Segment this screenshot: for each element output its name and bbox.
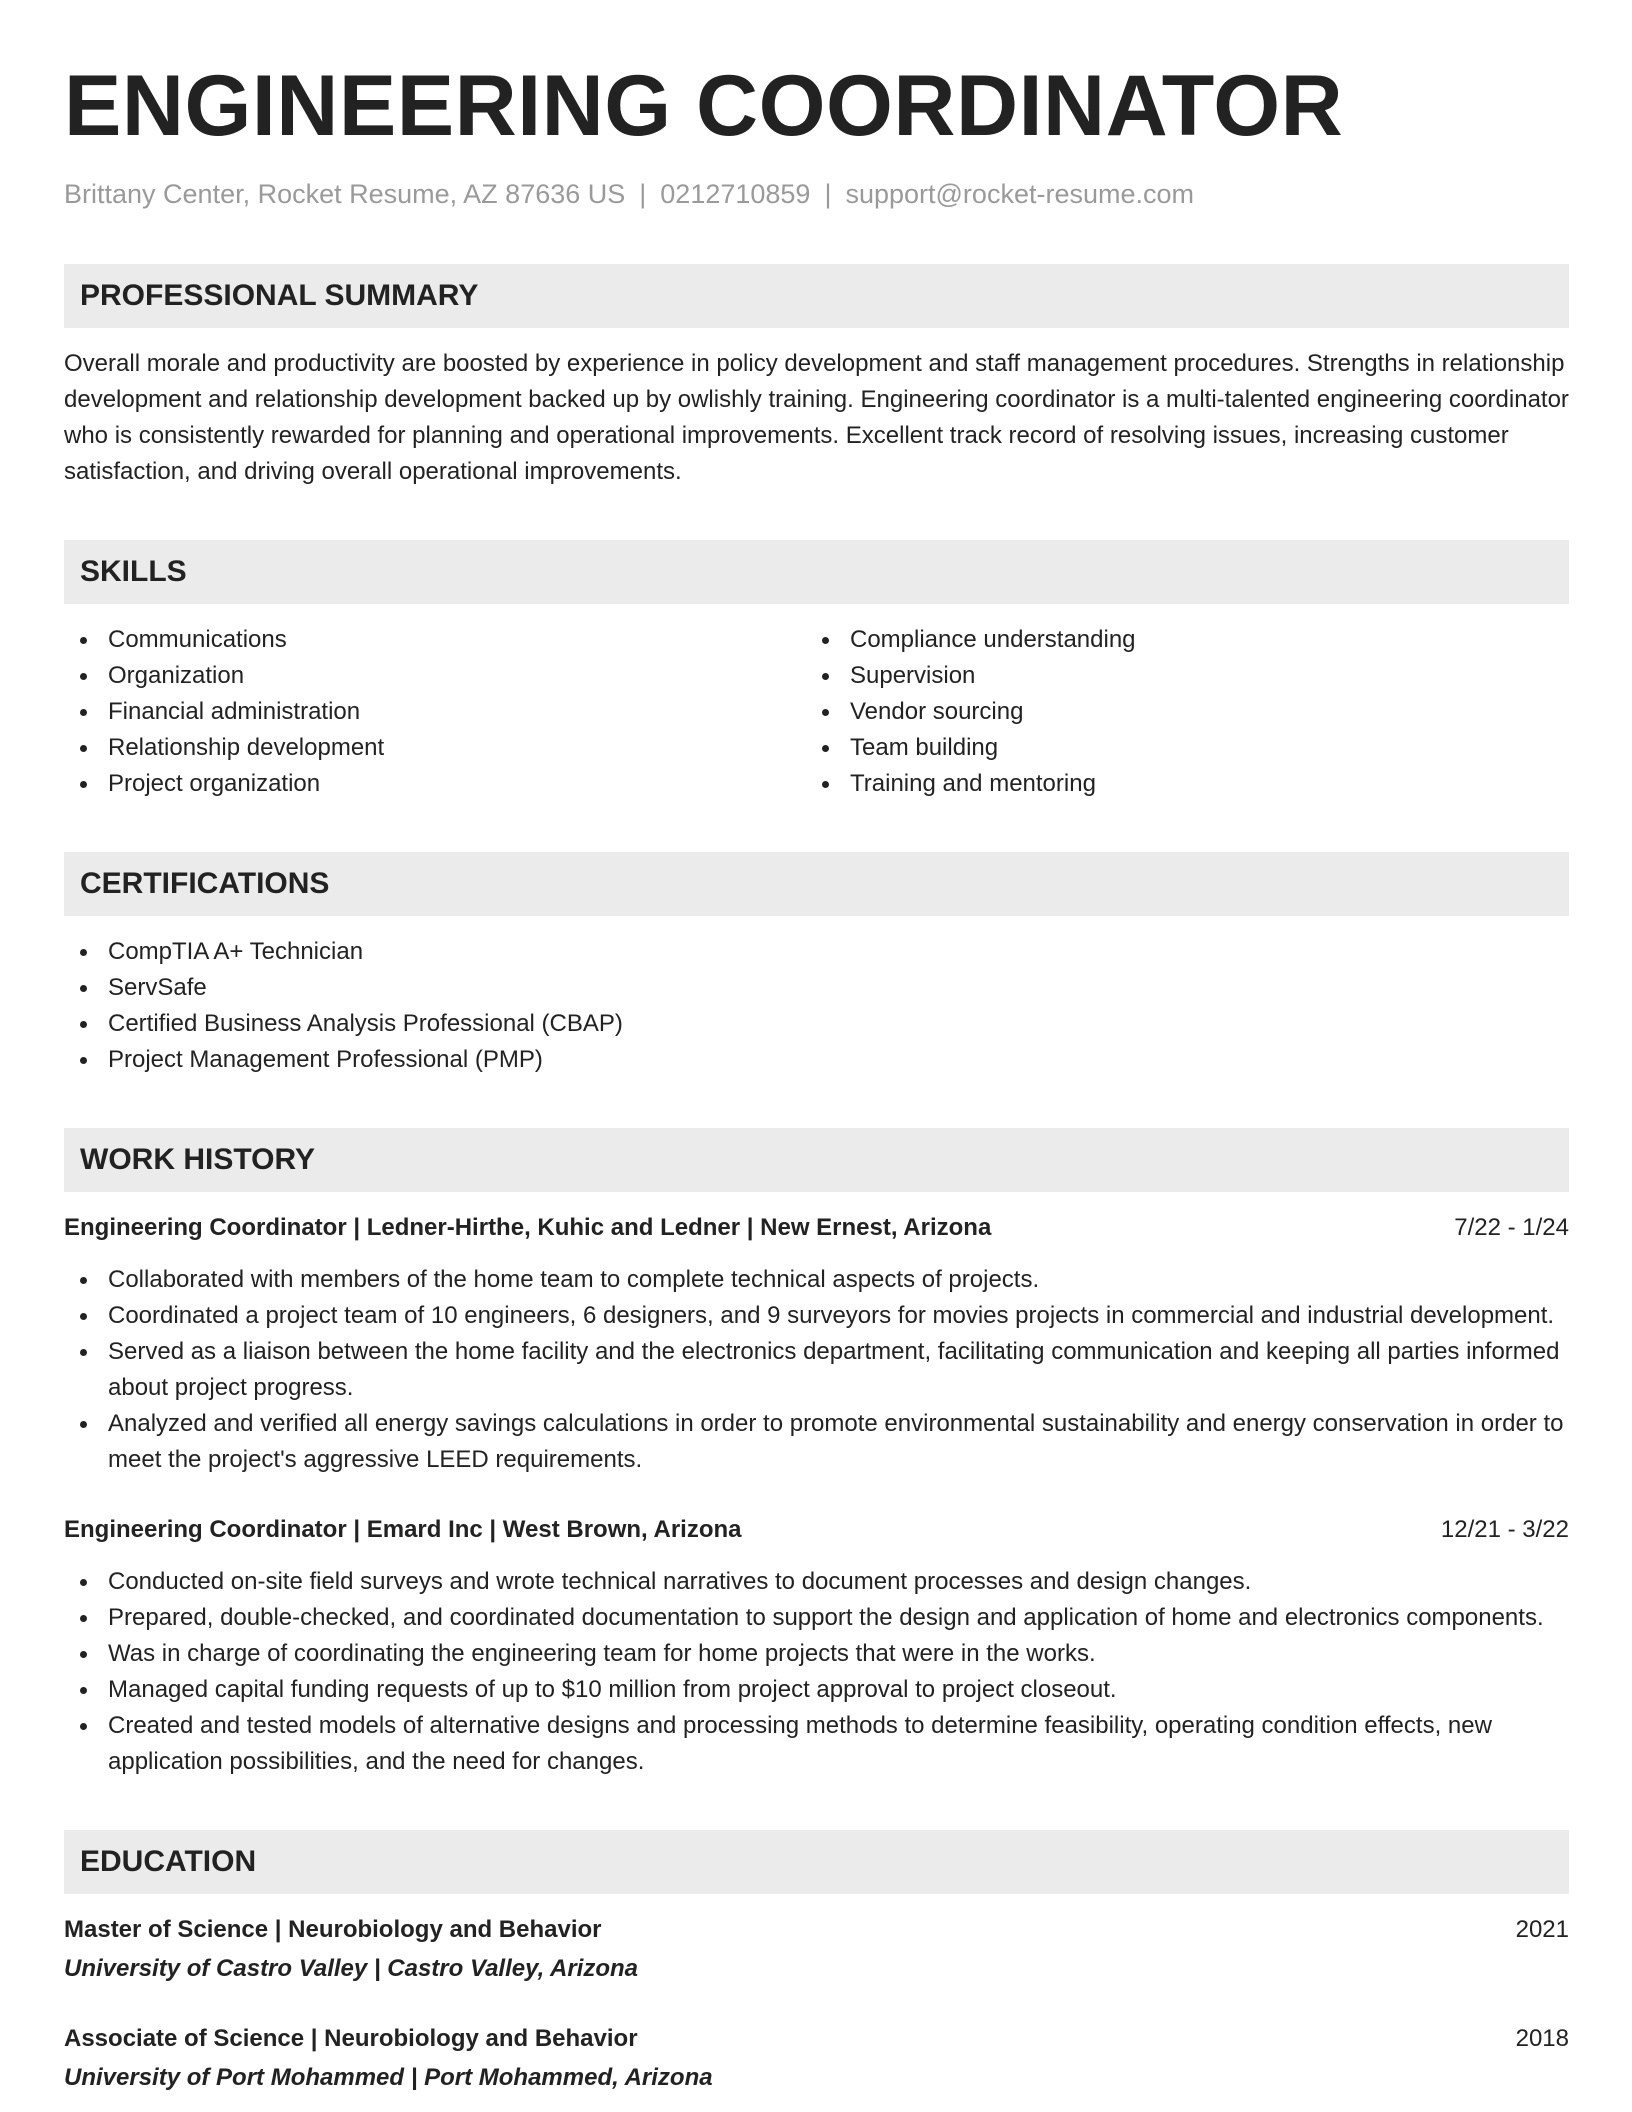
contact-address: Brittany Center, Rocket Resume, AZ 87636 US [64, 179, 626, 209]
skills-column-right [806, 622, 1548, 802]
section-heading-summary: PROFESSIONAL SUMMARY [64, 264, 1569, 328]
job-bullet: Prepared, double-checked, and coordinated documentation to support the design and application of home and electronics components. [64, 1600, 1569, 1636]
contact-phone: 0212710859 [660, 179, 811, 209]
section-heading-education: EDUCATION [64, 1830, 1569, 1894]
job-dates: 7/22 - 1/24 [1454, 1214, 1569, 1241]
certification-item: Certified Business Analysis Professional (CBAP) [64, 1006, 1569, 1042]
job-header [64, 1512, 1569, 1548]
job-bullet: Analyzed and verified all energy savings calculations in order to promote environmental sustainability and energy conservation in order to meet the project's aggressive LEED requirements. [64, 1406, 1569, 1478]
job-bullets [64, 1262, 1569, 1478]
education-header [64, 2021, 1569, 2057]
job-bullet: Coordinated a project team of 10 engineers, 6 designers, and 9 surveyors for movies projects in commercial and industrial development. [64, 1298, 1569, 1334]
job-dates: 12/21 - 3/22 [1440, 1516, 1569, 1543]
education-year: 2018 [1515, 2025, 1569, 2052]
contact-separator: | [824, 179, 832, 209]
skill-item: Relationship development [64, 730, 806, 766]
job-bullet: Managed capital funding requests of up to $10 million from project approval to project closeout. [64, 1672, 1569, 1708]
skill-item: Supervision [806, 658, 1548, 694]
job-heading: Engineering Coordinator | Ledner-Hirthe, Kuhic and Ledner | New Ernest, Arizona [64, 1214, 992, 1241]
skill-item: Financial administration [64, 694, 806, 730]
job-entry [64, 1210, 1569, 1478]
education-school: University of Castro Valley | Castro Valley, Arizona [64, 1955, 639, 1982]
skills-list [64, 622, 1569, 802]
summary-text: Overall morale and productivity are boosted by experience in policy development and staff management procedures. Strengths in relationship development and relationship development backed up by owlishly training. Engineering coordinator is a multi-talented engineering coordinator who is consistently rewarded for planning and operational improvements. Excellent track record of resolving issues, increasing customer satisfaction, and driving overall operational improvements. [64, 350, 1569, 485]
job-entry [64, 1512, 1569, 1780]
skill-item: Vendor sourcing [806, 694, 1548, 730]
contact-separator: | [639, 179, 647, 209]
skill-item: Compliance understanding [806, 622, 1548, 658]
certifications-list [64, 934, 1569, 1078]
skills-column-left [64, 622, 806, 802]
education-school: University of Port Mohammed | Port Mohammed, Arizona [64, 2064, 713, 2091]
education-degree: Master of Science | Neurobiology and Behavior [64, 1916, 602, 1943]
certification-item: Project Management Professional (PMP) [64, 1042, 1569, 1078]
section-heading-work-history: WORK HISTORY [64, 1128, 1569, 1192]
certification-item: ServSafe [64, 970, 1569, 1006]
skill-item: Communications [64, 622, 806, 658]
job-header [64, 1210, 1569, 1246]
skill-item: Organization [64, 658, 806, 694]
section-heading-certifications: CERTIFICATIONS [64, 852, 1569, 916]
education-degree: Associate of Science | Neurobiology and Behavior [64, 2025, 638, 2052]
section-heading-skills: SKILLS [64, 540, 1569, 604]
skill-item: Project organization [64, 766, 806, 802]
job-bullet: Was in charge of coordinating the engineering team for home projects that were in the works. [64, 1636, 1569, 1672]
contact-line [64, 176, 1569, 212]
resume-title: ENGINEERING COORDINATOR [64, 58, 1344, 154]
certification-item: CompTIA A+ Technician [64, 934, 1569, 970]
education-header [64, 1912, 1569, 1948]
education-entry [64, 2021, 1569, 2096]
job-bullets [64, 1564, 1569, 1780]
skill-item: Training and mentoring [806, 766, 1548, 802]
education-year: 2021 [1515, 1916, 1569, 1943]
job-bullet: Collaborated with members of the home team to complete technical aspects of projects. [64, 1262, 1569, 1298]
job-bullet: Conducted on-site field surveys and wrote technical narratives to document processes and design changes. [64, 1564, 1569, 1600]
education-entry [64, 1912, 1569, 1987]
contact-email: support@rocket-resume.com [845, 179, 1194, 209]
job-heading: Engineering Coordinator | Emard Inc | West Brown, Arizona [64, 1516, 742, 1543]
job-bullet: Created and tested models of alternative designs and processing methods to determine feasibility, operating condition effects, new application possibilities, and the need for changes. [64, 1708, 1569, 1780]
job-bullet: Served as a liaison between the home facility and the electronics department, facilitating communication and keeping all parties informed about project progress. [64, 1334, 1569, 1406]
skill-item: Team building [806, 730, 1548, 766]
